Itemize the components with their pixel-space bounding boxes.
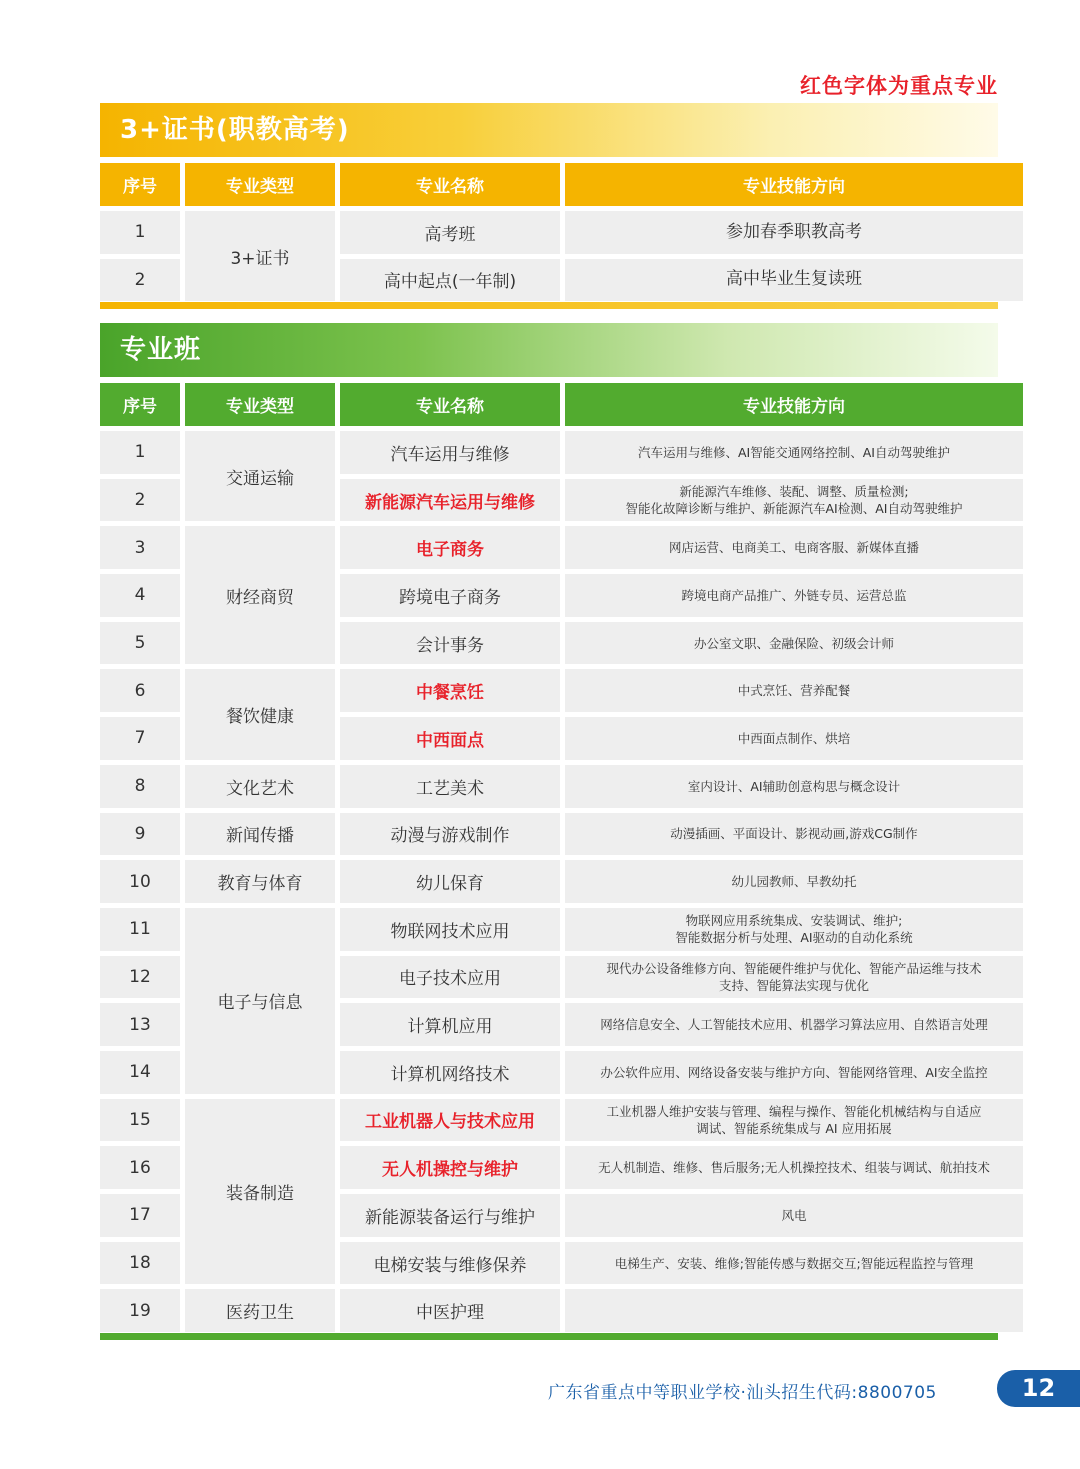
skill-direction: 电梯生产、安装、维修;智能传感与数据交互;智能远程监控与管理 (565, 1242, 1023, 1285)
table-header-row (100, 383, 1023, 426)
row-number: 12 (100, 956, 180, 999)
skill-direction (565, 479, 1023, 522)
section-title-gaokao: 3+证书(职教高考) (100, 103, 998, 157)
major-type: 交通运输 (185, 431, 335, 521)
gaokao-table (95, 158, 1028, 306)
major-name: 中医护理 (340, 1289, 560, 1332)
major-name-key: 无人机操控与维护 (340, 1146, 560, 1189)
skill-direction (565, 908, 1023, 951)
row-number: 1 (100, 431, 180, 474)
table-row (100, 669, 1023, 712)
header-type: 专业类型 (185, 383, 335, 426)
header-direction: 专业技能方向 (565, 383, 1023, 426)
section-title-majors: 专业班 (100, 323, 998, 377)
table-row (100, 1099, 1023, 1142)
major-name: 高中起点(一年制) (340, 259, 560, 302)
school-footer: 广东省重点中等职业学校·汕头招生代码:8800705 (548, 1383, 937, 1403)
skill-direction (565, 956, 1023, 999)
major-type: 电子与信息 (185, 908, 335, 1094)
major-name: 电子技术应用 (340, 956, 560, 999)
header-name: 专业名称 (340, 163, 560, 206)
skill-direction: 幼儿园教师、早教幼托 (565, 860, 1023, 903)
major-name: 工艺美术 (340, 765, 560, 808)
skill-direction: 风电 (565, 1194, 1023, 1237)
row-number: 16 (100, 1146, 180, 1189)
row-number: 17 (100, 1194, 180, 1237)
row-number: 10 (100, 860, 180, 903)
major-name: 新能源装备运行与维护 (340, 1194, 560, 1237)
major-name: 电梯安装与维修保养 (340, 1242, 560, 1285)
row-number: 18 (100, 1242, 180, 1285)
row-number: 3 (100, 526, 180, 569)
row-number: 9 (100, 813, 180, 856)
major-type: 3+证书 (185, 211, 335, 301)
major-name: 跨境电子商务 (340, 574, 560, 617)
table-header-row (100, 163, 1023, 206)
row-number: 2 (100, 259, 180, 302)
direction-line: 调试、智能系统集成与 AI 应用拓展 (696, 1120, 892, 1136)
header-name: 专业名称 (340, 383, 560, 426)
row-number: 1 (100, 211, 180, 254)
major-name-key: 中餐烹饪 (340, 669, 560, 712)
skill-direction: 高中毕业生复读班 (565, 259, 1023, 302)
key-major-note: 红色字体为重点专业 (800, 74, 998, 98)
direction-line: 智能数据分析与处理、AI驱动的自动化系统 (675, 930, 913, 946)
skill-direction: 办公软件应用、网络设备安装与维护方向、智能网络管理、AI安全监控 (565, 1051, 1023, 1094)
skill-direction (565, 1099, 1023, 1142)
row-number: 8 (100, 765, 180, 808)
header-type: 专业类型 (185, 163, 335, 206)
skill-direction: 跨境电商产品推广、外链专员、运营总监 (565, 574, 1023, 617)
row-number: 14 (100, 1051, 180, 1094)
major-name: 汽车运用与维修 (340, 431, 560, 474)
major-type: 财经商贸 (185, 526, 335, 664)
major-type: 餐饮健康 (185, 669, 335, 759)
direction-line: 现代办公设备维修方向、智能硬件维护与优化、智能产品运维与技术 (606, 960, 982, 976)
major-name-key: 工业机器人与技术应用 (340, 1099, 560, 1142)
skill-direction: 中西面点制作、烘培 (565, 717, 1023, 760)
section-divider (100, 302, 998, 309)
major-type: 文化艺术 (185, 765, 335, 808)
direction-line: 支持、智能算法实现与优化 (718, 977, 869, 993)
major-name: 会计事务 (340, 622, 560, 665)
direction-line: 智能化故障诊断与维护、新能源汽车AI检测、AI自动驾驶维护 (625, 501, 963, 517)
header-no: 序号 (100, 163, 180, 206)
skill-direction: 中式烹饪、营养配餐 (565, 669, 1023, 712)
major-type: 教育与体育 (185, 860, 335, 903)
row-number: 19 (100, 1289, 180, 1332)
skill-direction (565, 1289, 1023, 1332)
major-name: 高考班 (340, 211, 560, 254)
direction-line: 工业机器人维护安装与管理、编程与操作、智能化机械结构与自适应 (606, 1103, 982, 1119)
table-row (100, 431, 1023, 474)
table-row (100, 860, 1023, 903)
skill-direction: 汽车运用与维修、AI智能交通网络控制、AI自动驾驶维护 (565, 431, 1023, 474)
major-name: 动漫与游戏制作 (340, 813, 560, 856)
major-name-key: 中西面点 (340, 717, 560, 760)
skill-direction: 无人机制造、维修、售后服务;无人机操控技术、组装与调试、航拍技术 (565, 1146, 1023, 1189)
major-name: 计算机网络技术 (340, 1051, 560, 1094)
table-row (100, 1289, 1023, 1332)
skill-direction: 动漫插画、平面设计、影视动画,游戏CG制作 (565, 813, 1023, 856)
skill-direction: 室内设计、AI辅助创意构思与概念设计 (565, 765, 1023, 808)
majors-table (95, 378, 1028, 1337)
row-number: 4 (100, 574, 180, 617)
row-number: 6 (100, 669, 180, 712)
direction-line: 物联网应用系统集成、安装调试、维护; (685, 913, 903, 929)
skill-direction: 网店运营、电商美工、电商客服、新媒体直播 (565, 526, 1023, 569)
major-name: 计算机应用 (340, 1003, 560, 1046)
row-number: 5 (100, 622, 180, 665)
row-number: 2 (100, 479, 180, 522)
row-number: 15 (100, 1099, 180, 1142)
skill-direction: 参加春季职教高考 (565, 211, 1023, 254)
skill-direction: 办公室文职、金融保险、初级会计师 (565, 622, 1023, 665)
major-name-key: 电子商务 (340, 526, 560, 569)
page-number: 12 (997, 1370, 1080, 1407)
header-no: 序号 (100, 383, 180, 426)
table-row (100, 211, 1023, 254)
header-direction: 专业技能方向 (565, 163, 1023, 206)
table-row (100, 813, 1023, 856)
row-number: 7 (100, 717, 180, 760)
major-type: 装备制造 (185, 1099, 335, 1285)
major-type: 医药卫生 (185, 1289, 335, 1332)
table-row (100, 526, 1023, 569)
row-number: 11 (100, 908, 180, 951)
table-row (100, 765, 1023, 808)
major-name-key: 新能源汽车运用与维修 (340, 479, 560, 522)
major-name: 物联网技术应用 (340, 908, 560, 951)
direction-line: 新能源汽车维修、装配、调整、质量检测; (679, 484, 909, 500)
table-row (100, 908, 1023, 951)
row-number: 13 (100, 1003, 180, 1046)
table-bottom-bar (100, 1333, 998, 1340)
skill-direction: 网络信息安全、人工智能技术应用、机器学习算法应用、自然语言处理 (565, 1003, 1023, 1046)
major-type: 新闻传播 (185, 813, 335, 856)
major-name: 幼儿保育 (340, 860, 560, 903)
